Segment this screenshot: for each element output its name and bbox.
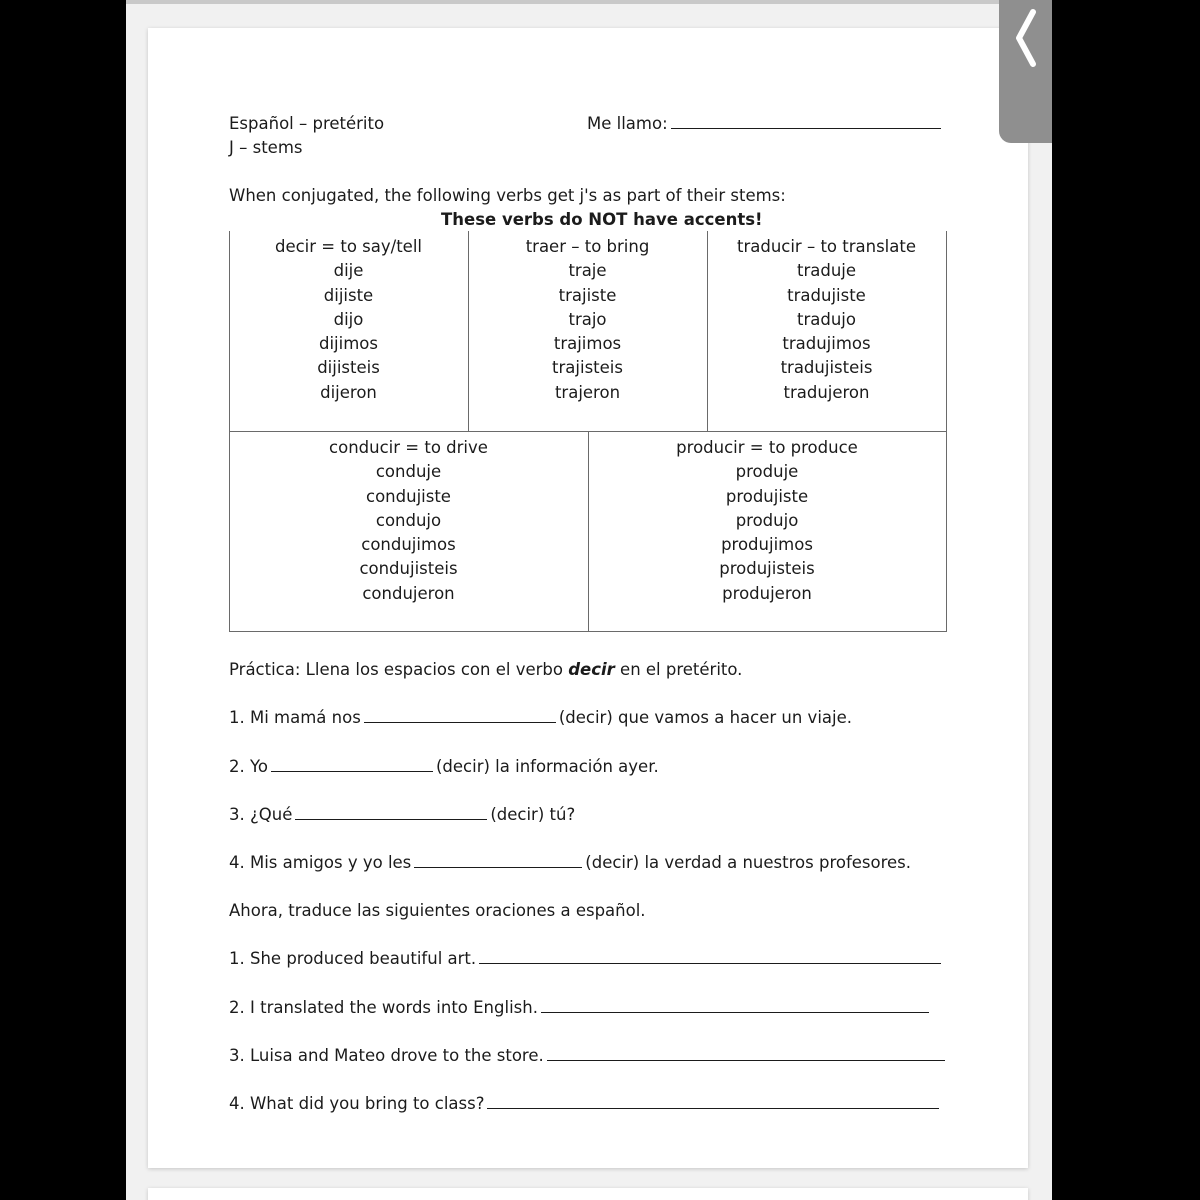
verb-form: condujimos [361, 535, 456, 555]
verb-column-decir [229, 235, 468, 405]
answer-blank[interactable] [295, 806, 487, 820]
verb-form: tradujo [797, 309, 856, 329]
practice-verb: decir [568, 660, 615, 679]
practice-item [229, 805, 575, 825]
verb-form: trajo [568, 309, 607, 329]
verb-form: produjisteis [719, 559, 815, 579]
practice-item-text: (decir) que vamos a hacer un viaje. [558, 708, 853, 727]
verb-form: dije [333, 261, 364, 281]
verb-form: dijeron [320, 382, 377, 402]
translate-instruction: Ahora, traduce las siguientes oraciones a español. [229, 901, 646, 920]
verb-heading: conducir = to drive [329, 438, 488, 457]
answer-blank[interactable] [414, 854, 582, 868]
name-label: Me llamo: [587, 114, 668, 133]
practice-item [229, 757, 659, 777]
translate-item-text: 1. She produced beautiful art. [229, 949, 477, 968]
translate-item [229, 1094, 942, 1114]
verb-form: produjimos [721, 535, 813, 555]
worksheet-page [148, 28, 1028, 1168]
verb-form: condujo [375, 510, 442, 530]
translation-blank[interactable] [487, 1095, 939, 1109]
verb-heading: traducir – to translate [736, 237, 917, 256]
translate-item [229, 998, 932, 1018]
verb-form: condujeron [362, 583, 455, 603]
practice-item-text: (decir) la verdad a nuestros profesores. [585, 853, 912, 872]
practice-item-text: 2. Yo [229, 757, 268, 776]
table-border [229, 631, 947, 632]
answer-blank[interactable] [364, 709, 556, 723]
verb-form: tradujiste [787, 285, 866, 305]
verb-form: produjo [735, 510, 799, 530]
worksheet-title: Español – pretérito [229, 114, 385, 133]
practice-instruction [229, 660, 742, 680]
verb-form: dijisteis [317, 358, 380, 378]
practice-prefix: Práctica: Llena los espacios con el verbo [229, 660, 569, 679]
translate-item-text: 2. I translated the words into English. [229, 998, 538, 1017]
practice-item-text: 3. ¿Qué [229, 805, 293, 824]
translate-item-text: 3. Luisa and Mateo drove to the store. [229, 1046, 544, 1065]
practice-item-text: (decir) la información ayer. [435, 757, 659, 776]
verb-column-traducir [707, 235, 946, 405]
verb-form: traduje [796, 261, 857, 281]
verb-heading: producir = to produce [676, 438, 858, 457]
verb-heading: traer – to bring [525, 237, 650, 256]
verb-form: tradujisteis [780, 358, 873, 378]
translate-item [229, 949, 944, 969]
verb-form: produjeron [722, 583, 812, 603]
document-viewer [126, 0, 1052, 1200]
practice-suffix: en el pretérito. [614, 660, 743, 679]
chevron-left-icon [1009, 6, 1043, 70]
intro-text: When conjugated, the following verbs get j's as part of their stems: [229, 186, 786, 205]
verb-form: trajimos [553, 334, 622, 354]
verb-form: dijo [333, 309, 364, 329]
translation-blank[interactable] [541, 999, 929, 1013]
table-border [946, 231, 947, 431]
verb-form: condujiste [366, 486, 451, 506]
answer-blank[interactable] [271, 758, 433, 772]
name-blank[interactable] [671, 115, 941, 129]
verb-form: trajeron [554, 382, 621, 402]
verb-form: trajiste [558, 285, 617, 305]
verb-form: produjiste [725, 486, 809, 506]
verb-form: traje [568, 261, 607, 281]
practice-item [229, 853, 911, 873]
practice-item-text: 4. Mis amigos y yo les [229, 853, 412, 872]
practice-item [229, 708, 852, 728]
verb-form: tradujimos [782, 334, 871, 354]
worksheet-subtitle: J – stems [229, 138, 303, 157]
verb-form: dijiste [323, 285, 374, 305]
translate-item-text: 4. What did you bring to class? [229, 1094, 485, 1113]
verb-form: dijimos [319, 334, 378, 354]
verb-form: condujisteis [359, 559, 458, 579]
back-button[interactable] [999, 0, 1052, 143]
viewer-top-bar [126, 0, 1052, 4]
next-page-edge [148, 1188, 1028, 1200]
table-border [946, 431, 947, 632]
verb-form: tradujeron [783, 382, 870, 402]
verb-column-conducir [229, 436, 588, 606]
name-field[interactable] [587, 114, 944, 134]
verb-form: trajisteis [552, 358, 623, 378]
translation-blank[interactable] [479, 950, 941, 964]
practice-item-text: (decir) tú? [490, 805, 576, 824]
translate-item [229, 1046, 948, 1066]
verb-column-traer [468, 235, 707, 405]
accent-warning: These verbs do NOT have accents! [441, 210, 763, 229]
practice-item-text: 1. Mi mamá nos [229, 708, 361, 727]
translation-blank[interactable] [547, 1047, 945, 1061]
verb-form: produje [735, 462, 799, 482]
verb-column-producir [588, 436, 946, 606]
verb-heading: decir = to say/tell [274, 237, 422, 256]
verb-form: conduje [375, 462, 442, 482]
